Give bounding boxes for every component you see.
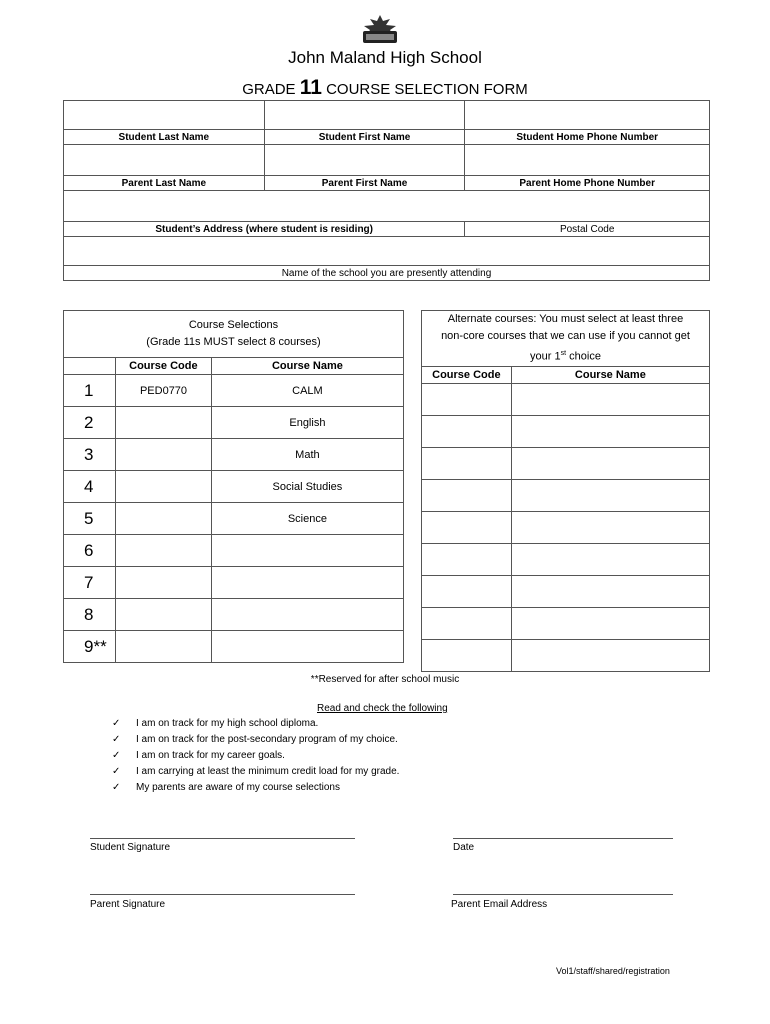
row-number: 7: [64, 567, 116, 599]
student-first-name-label: Student First Name: [264, 130, 465, 145]
student-info-table: [63, 100, 710, 281]
checklist-item: ✓ I am on track for my career goals.: [112, 749, 285, 761]
row-number: 3: [64, 439, 116, 471]
checklist-item: ✓ I am on track for the post-secondary program of my choice.: [112, 733, 398, 745]
date-line[interactable]: [453, 838, 673, 839]
course-code-cell[interactable]: [115, 503, 211, 535]
course-name-cell[interactable]: [211, 631, 403, 663]
form-title: GRADE 11 COURSE SELECTION FORM: [242, 76, 528, 99]
alt-course-name-cell[interactable]: [511, 415, 709, 447]
parent-first-name-label: Parent First Name: [264, 176, 465, 191]
alt-course-code-cell[interactable]: [422, 447, 512, 479]
parent-signature-line[interactable]: [90, 894, 355, 895]
course-code-cell[interactable]: [115, 631, 211, 663]
school-logo: [360, 14, 400, 46]
row-number: 6: [64, 535, 116, 567]
course-selections-caption: Course Selections (Grade 11s MUST select 8 courses): [64, 311, 404, 358]
alt-course-name-cell[interactable]: [511, 383, 709, 415]
checkmark-icon: ✓: [112, 717, 121, 729]
alt-course-code-cell[interactable]: [422, 479, 512, 511]
course-code-cell[interactable]: [115, 471, 211, 503]
table-row: [64, 439, 404, 471]
table-row: [422, 447, 710, 479]
alt-course-name-cell[interactable]: [511, 511, 709, 543]
course-code-cell[interactable]: PED0770: [115, 375, 211, 407]
row-number: 4: [64, 471, 116, 503]
student-last-name-label: Student Last Name: [64, 130, 265, 145]
course-code-cell[interactable]: [115, 407, 211, 439]
alt-course-name-cell[interactable]: [511, 575, 709, 607]
row-number: 9**: [64, 631, 116, 663]
footer-path: Vol1/staff/shared/registration: [556, 966, 670, 976]
parent-last-name-label: Parent Last Name: [64, 176, 265, 191]
alt-course-name-header: Course Name: [511, 366, 709, 383]
table-row: [64, 567, 404, 599]
parent-email-label: Parent Email Address: [451, 899, 548, 910]
parent-first-name-field[interactable]: [264, 145, 465, 176]
table-row: [64, 375, 404, 407]
student-home-phone-label: Student Home Phone Number: [465, 130, 710, 145]
course-name-cell[interactable]: CALM: [211, 375, 403, 407]
course-name-cell[interactable]: English: [211, 407, 403, 439]
table-row: [64, 631, 404, 663]
postal-code-label: Postal Code: [465, 222, 710, 237]
parent-email-line[interactable]: [453, 894, 673, 895]
student-address-field[interactable]: [64, 191, 710, 222]
table-row: [422, 575, 710, 607]
school-attending-label: Name of the school you are presently attending: [64, 266, 710, 281]
checkmark-icon: ✓: [112, 781, 121, 793]
table-row: [64, 599, 404, 631]
alt-course-code-cell[interactable]: [422, 639, 512, 671]
course-selections-table: [63, 310, 404, 663]
alt-course-name-cell[interactable]: [511, 639, 709, 671]
table-row: [422, 543, 710, 575]
alt-course-code-cell[interactable]: [422, 575, 512, 607]
table-row: [422, 639, 710, 671]
alt-course-name-cell[interactable]: [511, 543, 709, 575]
student-last-name-field[interactable]: [64, 101, 265, 130]
checklist-item: ✓ I am carrying at least the minimum credit load for my grade.: [112, 765, 400, 777]
course-name-cell[interactable]: [211, 535, 403, 567]
blank-header-cell: [64, 358, 116, 375]
student-first-name-field[interactable]: [264, 101, 465, 130]
checklist-heading: Read and check the following: [317, 703, 448, 714]
table-row: [64, 535, 404, 567]
date-label: Date: [453, 842, 475, 853]
course-name-cell[interactable]: Math: [211, 439, 403, 471]
checkmark-icon: ✓: [112, 749, 121, 761]
course-name-cell[interactable]: Social Studies: [211, 471, 403, 503]
alt-course-code-cell[interactable]: [422, 383, 512, 415]
alt-course-code-header: Course Code: [422, 366, 512, 383]
course-code-cell[interactable]: [115, 567, 211, 599]
alt-course-code-cell[interactable]: [422, 543, 512, 575]
checkmark-icon: ✓: [112, 733, 121, 745]
course-name-header: Course Name: [211, 358, 403, 375]
course-code-cell[interactable]: [115, 599, 211, 631]
course-code-cell[interactable]: [115, 439, 211, 471]
alternate-courses-table: [421, 310, 710, 672]
school-attending-field[interactable]: [64, 237, 710, 266]
row-number: 5: [64, 503, 116, 535]
table-row: [64, 407, 404, 439]
row-number: 8: [64, 599, 116, 631]
student-home-phone-field[interactable]: [465, 101, 710, 130]
row-number: 2: [64, 407, 116, 439]
checklist-item: ✓ I am on track for my high school diploma.: [112, 717, 319, 729]
checklist: [112, 715, 399, 795]
checkmark-icon: ✓: [112, 765, 121, 777]
alt-course-name-cell[interactable]: [511, 479, 709, 511]
alternate-courses-caption: Alternate courses: You must select at least three non-core courses that we can use if you cannot get your 1st choice: [422, 311, 710, 367]
alt-course-code-cell[interactable]: [422, 511, 512, 543]
table-row: [64, 471, 404, 503]
course-name-cell[interactable]: Science: [211, 503, 403, 535]
table-row: [422, 479, 710, 511]
parent-last-name-field[interactable]: [64, 145, 265, 176]
parent-home-phone-label: Parent Home Phone Number: [465, 176, 710, 191]
parent-signature-label: Parent Signature: [90, 899, 166, 910]
student-signature-label: Student Signature: [90, 842, 171, 853]
table-row: [422, 511, 710, 543]
row-number: 1: [64, 375, 116, 407]
alt-course-code-cell[interactable]: [422, 607, 512, 639]
alt-course-name-cell[interactable]: [511, 447, 709, 479]
school-name: John Maland High School: [288, 48, 482, 67]
student-address-label: Student’s Address (where student is residing): [64, 222, 465, 237]
course-code-cell[interactable]: [115, 535, 211, 567]
alt-course-code-cell[interactable]: [422, 415, 512, 447]
table-row: [422, 415, 710, 447]
table-row: [64, 503, 404, 535]
student-signature-line[interactable]: [90, 838, 355, 839]
parent-home-phone-field[interactable]: [465, 145, 710, 176]
course-name-cell[interactable]: [211, 599, 403, 631]
alt-course-name-cell[interactable]: [511, 607, 709, 639]
table-row: [422, 383, 710, 415]
table-row: [422, 607, 710, 639]
course-name-cell[interactable]: [211, 567, 403, 599]
reserved-note: **Reserved for after school music: [310, 674, 460, 685]
checklist-item: ✓ My parents are aware of my course selections: [112, 781, 340, 793]
course-code-header: Course Code: [115, 358, 211, 375]
